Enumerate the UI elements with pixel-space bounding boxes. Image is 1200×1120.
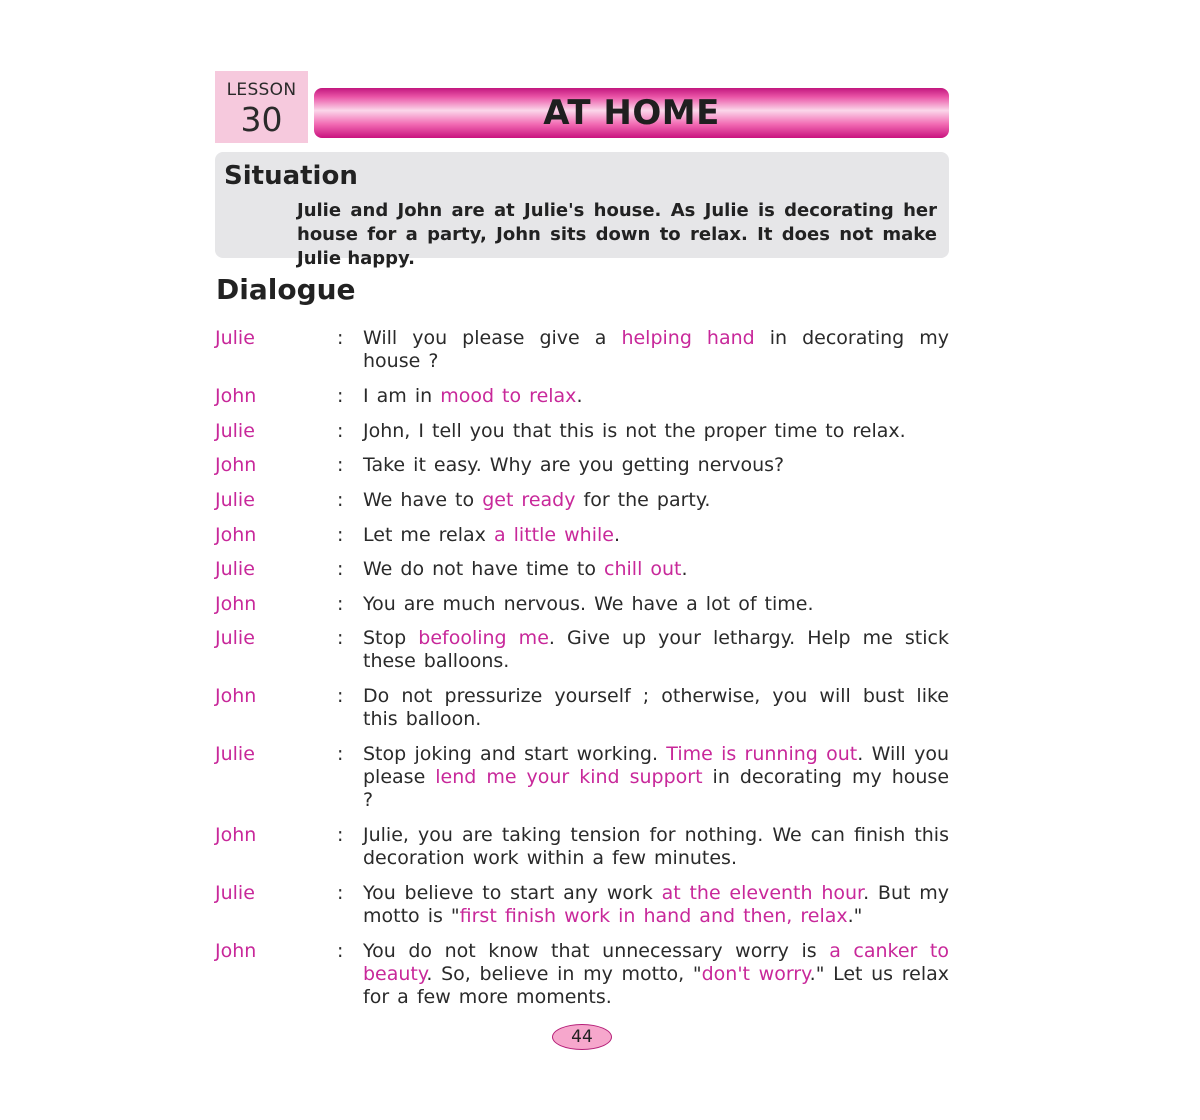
- speech-text: [363, 558, 949, 581]
- speech-text: [363, 327, 949, 373]
- speech-segment: . Give up your lethargy. Help me stick these balloons.: [363, 627, 949, 672]
- speech-text: [363, 940, 949, 1009]
- speech-segment: . Will you please: [363, 743, 949, 788]
- speech-segment: Will you please give a: [363, 327, 622, 349]
- colon-separator: :: [337, 385, 344, 407]
- page-number: 44: [552, 1024, 612, 1050]
- speech-segment: .: [613, 524, 620, 546]
- highlighted-phrase: helping hand: [621, 327, 755, 349]
- speech-text: [363, 882, 949, 928]
- highlighted-phrase: first finish work in hand and then, relax: [459, 905, 848, 927]
- speech-text: [363, 627, 949, 673]
- speaker-name: Julie: [215, 743, 255, 765]
- speech-text: [363, 524, 949, 547]
- speech-segment: Take it easy. Why are you getting nervous?: [363, 454, 785, 476]
- speech-text: [363, 743, 949, 812]
- speech-segment: You are much nervous. We have a lot of time.: [363, 593, 814, 615]
- speaker-name: John: [215, 940, 257, 962]
- speaker-name: Julie: [215, 882, 255, 904]
- highlighted-phrase: Time is running out: [666, 743, 858, 765]
- speech-segment: .": [847, 905, 863, 927]
- speaker-name: Julie: [215, 627, 255, 649]
- speaker-name: John: [215, 824, 257, 846]
- speech-segment: .: [576, 385, 583, 407]
- colon-separator: :: [337, 882, 344, 904]
- title-banner: [314, 88, 949, 138]
- speech-text: [363, 824, 949, 870]
- speaker-name: John: [215, 524, 257, 546]
- colon-separator: :: [337, 824, 344, 846]
- speech-segment: We do not have time to: [363, 558, 605, 580]
- speech-segment: in decorating my house ?: [363, 766, 950, 811]
- speech-segment: We have to: [363, 489, 483, 511]
- speech-segment: .: [681, 558, 688, 580]
- colon-separator: :: [337, 743, 344, 765]
- speaker-name: Julie: [215, 327, 255, 349]
- speech-segment: John, I tell you that this is not the proper time to relax.: [363, 420, 906, 442]
- colon-separator: :: [337, 940, 344, 962]
- colon-separator: :: [337, 627, 344, 649]
- speaker-name: John: [215, 593, 257, 615]
- colon-separator: :: [337, 489, 344, 511]
- speech-segment: ." Let us relax for a few more moments.: [363, 963, 949, 1008]
- speech-segment: Do not pressurize yourself ; otherwise, you will bust like this balloon.: [363, 685, 949, 730]
- colon-separator: :: [337, 524, 344, 546]
- speech-text: [363, 420, 949, 443]
- situation-text: Julie and John are at Julie's house. As Julie is decorating her house for a party, John sits down to relax. It does not make Julie happy.: [297, 200, 937, 269]
- highlighted-phrase: at the eleventh hour: [661, 882, 864, 904]
- speech-segment: Julie, you are taking tension for nothing. We can finish this decoration work within a few minutes.: [363, 824, 949, 869]
- speaker-name: Julie: [215, 558, 255, 580]
- highlighted-phrase: don't worry: [701, 963, 810, 985]
- situation-heading: Situation: [224, 161, 358, 191]
- speech-segment: . But my motto is ": [363, 882, 949, 927]
- speech-segment: for the party.: [575, 489, 711, 511]
- speaker-name: John: [215, 385, 257, 407]
- speech-segment: Let me relax: [363, 524, 494, 546]
- speech-segment: in decorating my house ?: [363, 327, 950, 372]
- speech-segment: You do not know that unnecessary worry is: [363, 940, 830, 962]
- highlighted-phrase: befooling me: [418, 627, 549, 649]
- speech-text: [363, 454, 949, 477]
- highlighted-phrase: a little while: [493, 524, 614, 546]
- dialogue-heading: Dialogue: [216, 273, 356, 306]
- page-title: AT HOME: [543, 93, 720, 133]
- speech-segment: Stop: [363, 627, 419, 649]
- speaker-name: Julie: [215, 489, 255, 511]
- speech-text: [363, 385, 949, 408]
- colon-separator: :: [337, 420, 344, 442]
- speaker-name: John: [215, 454, 257, 476]
- speech-segment: I am in: [363, 385, 441, 407]
- highlighted-phrase: lend me your kind support: [435, 766, 703, 788]
- speaker-name: John: [215, 685, 257, 707]
- speech-segment: You believe to start any work: [363, 882, 662, 904]
- colon-separator: :: [337, 558, 344, 580]
- speech-text: [363, 489, 949, 512]
- speech-segment: . So, believe in my motto, ": [426, 963, 702, 985]
- colon-separator: :: [337, 454, 344, 476]
- highlighted-phrase: mood to relax: [440, 385, 577, 407]
- situation-panel: [215, 152, 949, 269]
- highlighted-phrase: get ready: [482, 489, 576, 511]
- speech-text: [363, 685, 949, 731]
- highlighted-phrase: a canker to beauty: [363, 940, 949, 985]
- colon-separator: :: [337, 685, 344, 707]
- colon-separator: :: [337, 593, 344, 615]
- lesson-number: 30: [240, 100, 283, 139]
- speech-segment: Stop joking and start working.: [363, 743, 667, 765]
- lesson-badge: [215, 71, 308, 143]
- colon-separator: :: [337, 327, 344, 349]
- lesson-label: LESSON: [226, 80, 297, 100]
- speaker-name: Julie: [215, 420, 255, 442]
- speech-text: [363, 593, 949, 616]
- highlighted-phrase: chill out: [604, 558, 682, 580]
